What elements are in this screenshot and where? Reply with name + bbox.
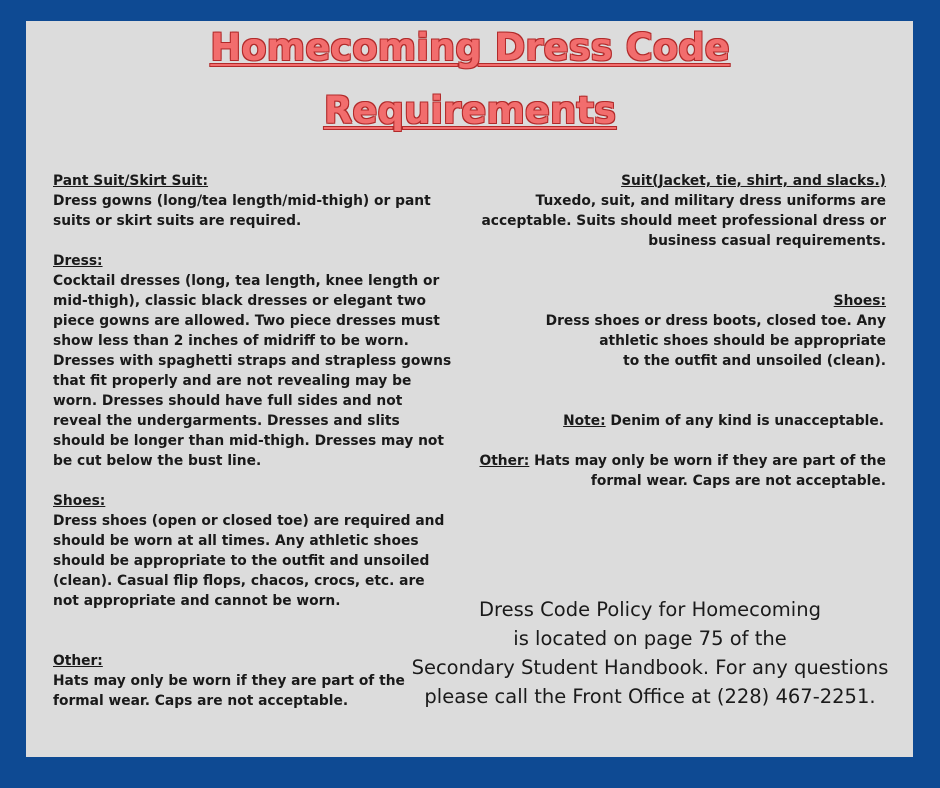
dress-line: mid-thigh), classic black dresses or elegant two [53,293,426,309]
pant-suit-section [53,171,431,231]
note-label: Note: [563,413,606,429]
left-shoes-section [53,491,444,611]
footer-line: please call the Front Office at (228) 467-2251. [424,685,876,708]
right-shoes-heading: Shoes: [833,293,886,309]
dress-section [53,251,451,471]
suit-section [481,171,886,251]
note-text: Denim of any kind is unacceptable. [605,413,884,429]
suit-heading: Suit(Jacket, tie, shirt, and slacks.) [621,173,886,189]
left-other-heading: Other: [53,653,103,669]
dress-line: worn. Dresses should have full sides and not [53,393,403,409]
dress-line: that fit properly and are not revealing may be [53,373,412,389]
dress-line: should be longer than mid-thigh. Dresses may not [53,433,444,449]
dress-line: Dresses with spaghetti straps and strapless gowns [53,353,452,369]
left-shoes-line: not appropriate and cannot be worn. [53,593,341,609]
policy-footer [395,595,905,711]
note-section [563,411,884,431]
right-other-label: Other: [479,453,530,469]
page-title-line1: Homecoming Dress Code [210,26,730,69]
dress-line: be cut below the bust line. [53,453,262,469]
page-title-line2: Requirements [323,89,617,132]
dress-line: piece gowns are allowed. Two piece dresses must [53,313,440,329]
dress-line: show less than 2 inches of midriff to be worn. [53,333,409,349]
right-other-text: Hats may only be worn if they are part of the [529,453,886,469]
pant-suit-line: suits or skirt suits are required. [53,213,302,229]
footer-line: Secondary Student Handbook. For any questions [411,656,889,679]
right-shoes-line: to the outfit and unsoiled (clean). [623,353,886,369]
left-shoes-line: (clean). Casual flip flops, chacos, crocs, etc. are [53,573,425,589]
left-shoes-heading: Shoes: [53,493,106,509]
footer-line: is located on page 75 of the [513,627,787,650]
right-other-section [479,451,886,491]
right-shoes-section [546,291,886,371]
left-shoes-line: should be worn at all times. Any athletic shoes [53,533,419,549]
right-shoes-line: athletic shoes should be appropriate [599,333,886,349]
left-shoes-line: Dress shoes (open or closed toe) are required and [53,513,445,529]
left-other-section [53,651,405,711]
pant-suit-heading: Pant Suit/Skirt Suit: [53,173,209,189]
dress-line: Cocktail dresses (long, tea length, knee length or [53,273,440,289]
dress-line: reveal the undergarments. Dresses and slits [53,413,400,429]
suit-line: Tuxedo, suit, and military dress uniforms are [535,193,886,209]
right-shoes-line: Dress shoes or dress boots, closed toe. Any [545,313,886,329]
pant-suit-line: Dress gowns (long/tea length/mid-thigh) or pant [53,193,431,209]
left-other-line: Hats may only be worn if they are part of the [53,673,405,689]
right-other-line: formal wear. Caps are not acceptable. [590,473,886,489]
dress-heading: Dress: [53,253,103,269]
left-shoes-line: should be appropriate to the outfit and unsoiled [53,553,430,569]
suit-line: business casual requirements. [648,233,886,249]
left-other-line: formal wear. Caps are not acceptable. [53,693,349,709]
footer-line: Dress Code Policy for Homecoming [479,598,821,621]
suit-line: acceptable. Suits should meet professional dress or [481,213,886,229]
